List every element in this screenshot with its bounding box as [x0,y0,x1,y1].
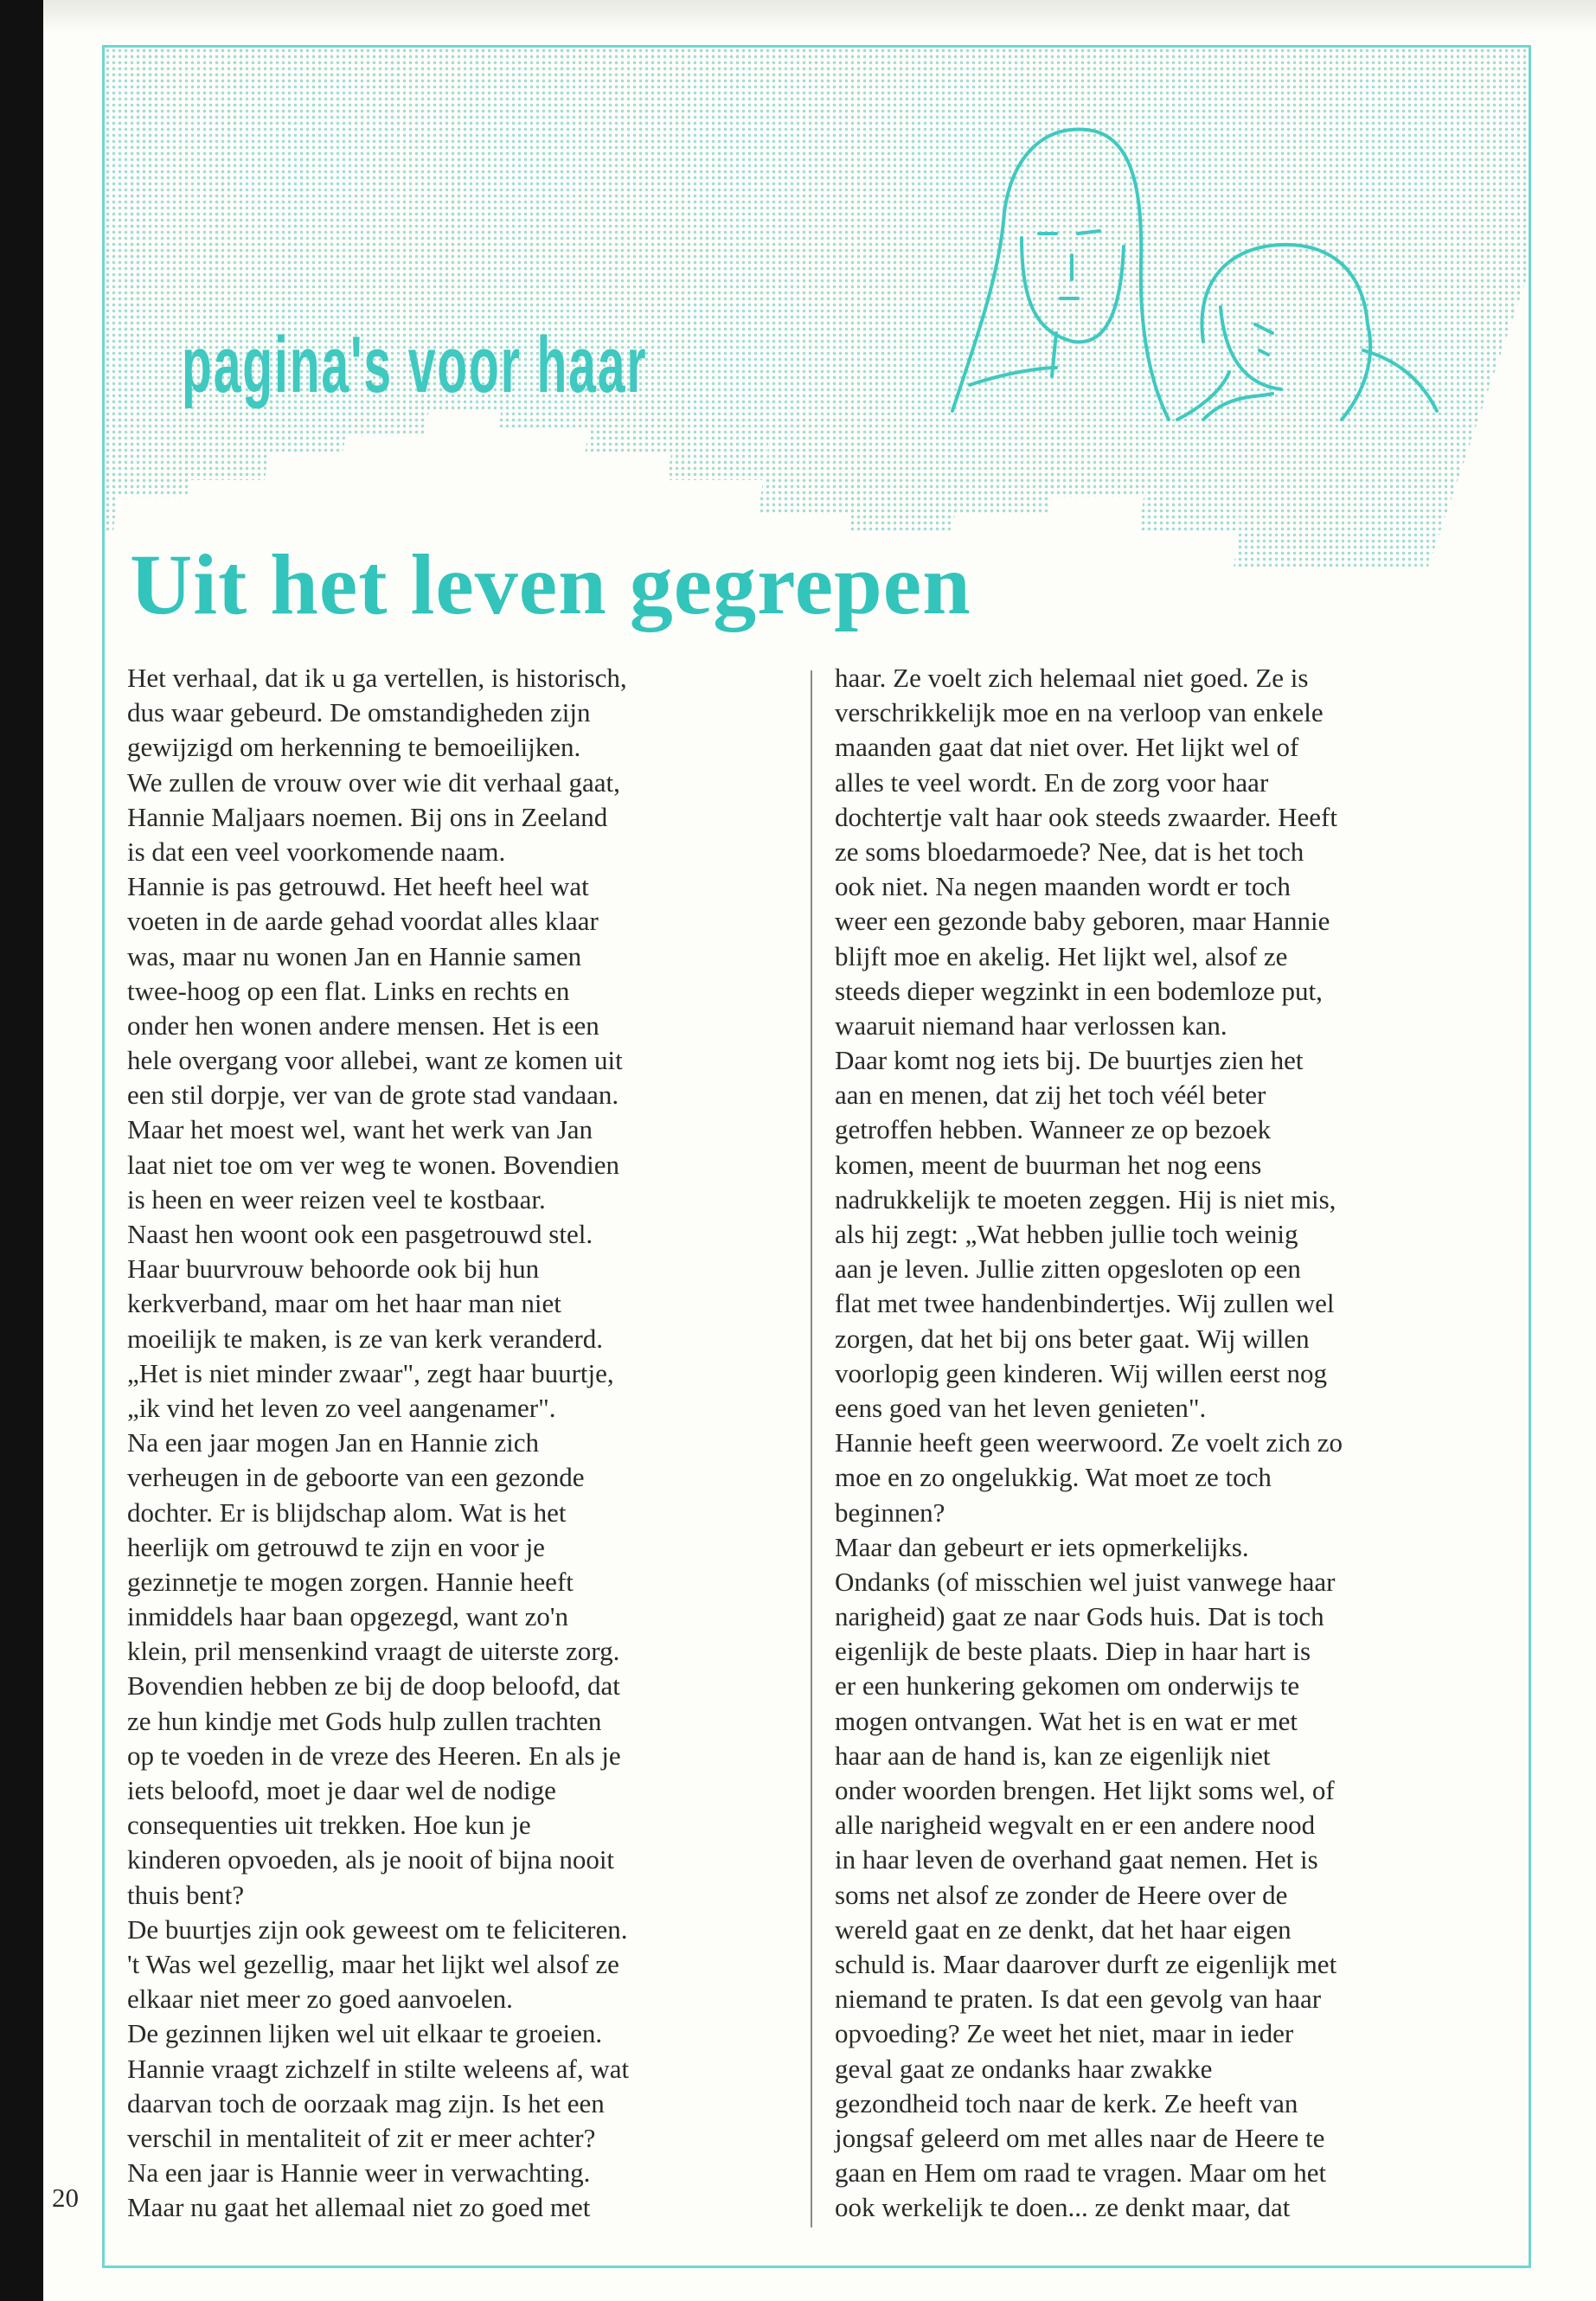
text-line: mogen ontvangen. Wat het is en wat er met [835,1705,1298,1736]
text-line: soms net alsof ze zonder de Heere over de [835,1879,1288,1910]
text-line: nadrukkelijk te moeten zeggen. Hij is niet mis, [835,1183,1336,1215]
text-line: ook werkelijk te doen... ze denkt maar, dat [835,2192,1291,2223]
text-line: moe en zo ongelukkig. Wat moet ze toch [835,1462,1272,1493]
text-line: De buurtjes zijn ook geweest om te feliciteren. [127,1913,628,1945]
text-line: gaan en Hem om raad te vragen. Maar om het [835,2157,1327,2189]
text-line: jongsaf geleerd om met alles naar de Heere te [835,2122,1325,2153]
text-line: flat met twee handenbindertjes. Wij zullen wel [835,1288,1335,1319]
text-line: elkaar niet meer zo goed aanvoelen. [127,1984,513,2015]
column-divider [811,670,812,2227]
text-line: thuis bent? [127,1879,245,1910]
text-line: aan en menen, dat zij het toch véél beter [835,1080,1266,1111]
text-line: verschrikkelijk moe en na verloop van enkele [835,697,1324,728]
text-line: We zullen de vrouw over wie dit verhaal gaat, [127,766,620,798]
text-line: is dat een veel voorkomende naam. [127,836,506,867]
text-line: consequenties uit trekken. Hoe kun je [127,1810,531,1841]
text-line: ook niet. Na negen maanden wordt er toch [835,871,1291,902]
text-line: Haar buurvrouw behoorde ook bij hun [127,1253,540,1285]
text-line: Daar komt nog iets bij. De buurtjes zien het [835,1045,1304,1076]
text-line: blijft moe en akelig. Het lijkt wel, alsof ze [835,940,1288,971]
text-line: alles te veel wordt. En de zorg voor haar [835,766,1269,798]
text-line: ze soms bloedarmoede? Nee, dat is het toch [835,836,1304,867]
text-line: kerkverband, maar om het haar man niet [127,1288,561,1319]
text-line: eigenlijk de beste plaats. Diep in haar hart is [835,1636,1311,1667]
text-line: in haar leven de overhand gaat nemen. Het is [835,1844,1318,1875]
text-line: Het verhaal, dat ik u ga vertellen, is historisch, [127,663,627,693]
text-line: Hannie is pas getrouwd. Het heeft heel wat [127,871,589,902]
text-line: Hannie vraagt zichzelf in stilte weleens af, wat [127,2053,630,2084]
text-line: Na een jaar is Hannie weer in verwachting. [127,2157,591,2189]
text-line: Maar nu gaat het allemaal niet zo goed met [127,2192,591,2223]
text-line: er een hunkering gekomen om onderwijs te [835,1670,1300,1702]
text-line: narigheid) gaat ze naar Gods huis. Dat is toch [835,1601,1324,1632]
text-line: ze hun kindje met Gods hulp zullen trachten [127,1705,602,1736]
text-line: getroffen hebben. Wanneer ze op bezoek [835,1114,1272,1145]
text-line: was, maar nu wonen Jan en Hannie samen [127,940,582,971]
text-line: schuld is. Maar daarover durft ze eigenlijk met [835,1948,1337,1979]
text-line: voorlopig geen kinderen. Wij willen eerst nog [835,1357,1327,1388]
text-line: gewijzigd om herkenning te bemoeilijken. [127,732,581,763]
text-line: Na een jaar mogen Jan en Hannie zich [127,1427,539,1458]
text-line: opvoeding? Ze weet het niet, maar in ieder [835,2018,1294,2049]
text-line: Hannie heeft geen weerwoord. Ze voelt zich zo [835,1427,1343,1458]
text-line: zorgen, dat het bij ons beter gaat. Wij willen [835,1323,1310,1354]
text-line: eens goed van het leven genieten". [835,1392,1207,1423]
text-line: onder woorden brengen. Het lijkt soms wel, of [835,1775,1335,1805]
text-line: Naast hen woont ook een pasgetrouwd stel. [127,1219,593,1249]
text-line: verschil in mentaliteit of zit er meer achter? [127,2122,596,2153]
scan-top-shadow [43,0,1596,33]
text-line: beginnen? [835,1497,945,1528]
text-line: alle narigheid wegvalt en er een andere nood [835,1810,1316,1841]
page-number: 20 [52,2182,79,2213]
text-line: laat niet toe om ver weg te wonen. Bovendien [127,1149,620,1180]
article-column-left [127,661,785,2225]
text-line: De gezinnen lijken wel uit elkaar te groeien. [127,2018,603,2049]
text-line: dochter. Er is blijdschap alom. Wat is het [127,1497,567,1528]
text-line: steeds dieper wegzinkt in een bodemloze put, [835,975,1323,1006]
text-line: kinderen opvoeden, als je nooit of bijna nooit [127,1844,615,1875]
text-line: Maar het moest wel, want het werk van Jan [127,1114,593,1145]
text-line: iets beloofd, moet je daar wel de nodige [127,1775,556,1805]
text-line: daarvan toch de oorzaak mag zijn. Is het een [127,2087,605,2118]
text-line: dochtertje valt haar ook steeds zwaarder. Heeft [835,801,1337,832]
text-line: gezondheid toch naar de kerk. Ze heeft van [835,2087,1298,2118]
text-line: verheugen in de geboorte van een gezonde [127,1462,585,1493]
text-line: voeten in de aarde gehad voordat alles klaar [127,906,599,937]
text-line: haar aan de hand is, kan ze eigenlijk niet [835,1740,1271,1771]
text-line: wereld gaat en ze denkt, dat het haar eigen [835,1913,1292,1945]
text-line: Bovendien hebben ze bij de doop beloofd, dat [127,1670,620,1702]
text-line: een stil dorpje, ver van de grote stad vandaan. [127,1080,619,1111]
text-line: hele overgang voor allebei, want ze komen uit [127,1045,623,1076]
halftone-stripes [105,48,1529,567]
text-line: komen, meent de buurman het nog eens [835,1149,1262,1180]
text-line: heerlijk om getrouwd te zijn en voor je [127,1531,545,1562]
text-line: maanden gaat dat niet over. Het lijkt wel of [835,732,1299,763]
text-line: gezinnetje te mogen zorgen. Hannie heeft [127,1566,574,1597]
header-illustration [105,48,1529,584]
text-line: waaruit niemand haar verlossen kan. [835,1009,1227,1041]
text-line: 't Was wel gezellig, maar het lijkt wel alsof ze [127,1948,619,1979]
section-kicker: pagina's voor haar [182,321,648,409]
text-line: niemand te praten. Is dat een gevolg van haar [835,1984,1322,2015]
article-column-right [835,661,1509,2225]
text-line: weer een gezonde baby geboren, maar Hannie [835,906,1330,937]
text-line: haar. Ze voelt zich helemaal niet goed. Ze is [835,663,1309,693]
text-line: inmiddels haar baan opgezegd, want zo'n [127,1601,569,1632]
text-line: geval gaat ze ondanks haar zwakke [835,2053,1213,2084]
text-line: als hij zegt: „Wat hebben jullie toch weinig [835,1219,1298,1249]
text-line: Hannie Maljaars noemen. Bij ons in Zeeland [127,801,608,832]
article-title: Uit het leven gegrepen [130,536,971,632]
text-line: dus waar gebeurd. De omstandigheden zijn [127,697,591,728]
text-line: Ondanks (of misschien wel juist vanwege haar [835,1566,1336,1597]
text-line: „Het is niet minder zwaar", zegt haar buurtje, [127,1357,614,1388]
text-line: twee-hoog op een flat. Links en rechts en [127,975,570,1006]
text-line: onder hen wonen andere mensen. Het is een [127,1009,599,1041]
text-line: op te voeden in de vreze des Heeren. En als je [127,1740,621,1771]
text-line: moeilijk te maken, is ze van kerk veranderd. [127,1323,604,1354]
text-line: „ik vind het leven zo veel aangenamer". [127,1392,556,1423]
text-line: aan je leven. Jullie zitten opgesloten op een [835,1253,1301,1285]
text-line: Maar dan gebeurt er iets opmerkelijks. [835,1531,1249,1562]
text-line: klein, pril mensenkind vraagt de uiterste zorg. [127,1636,620,1667]
text-line: is heen en weer reizen veel te kostbaar. [127,1183,546,1215]
scan-edge [0,0,43,2301]
